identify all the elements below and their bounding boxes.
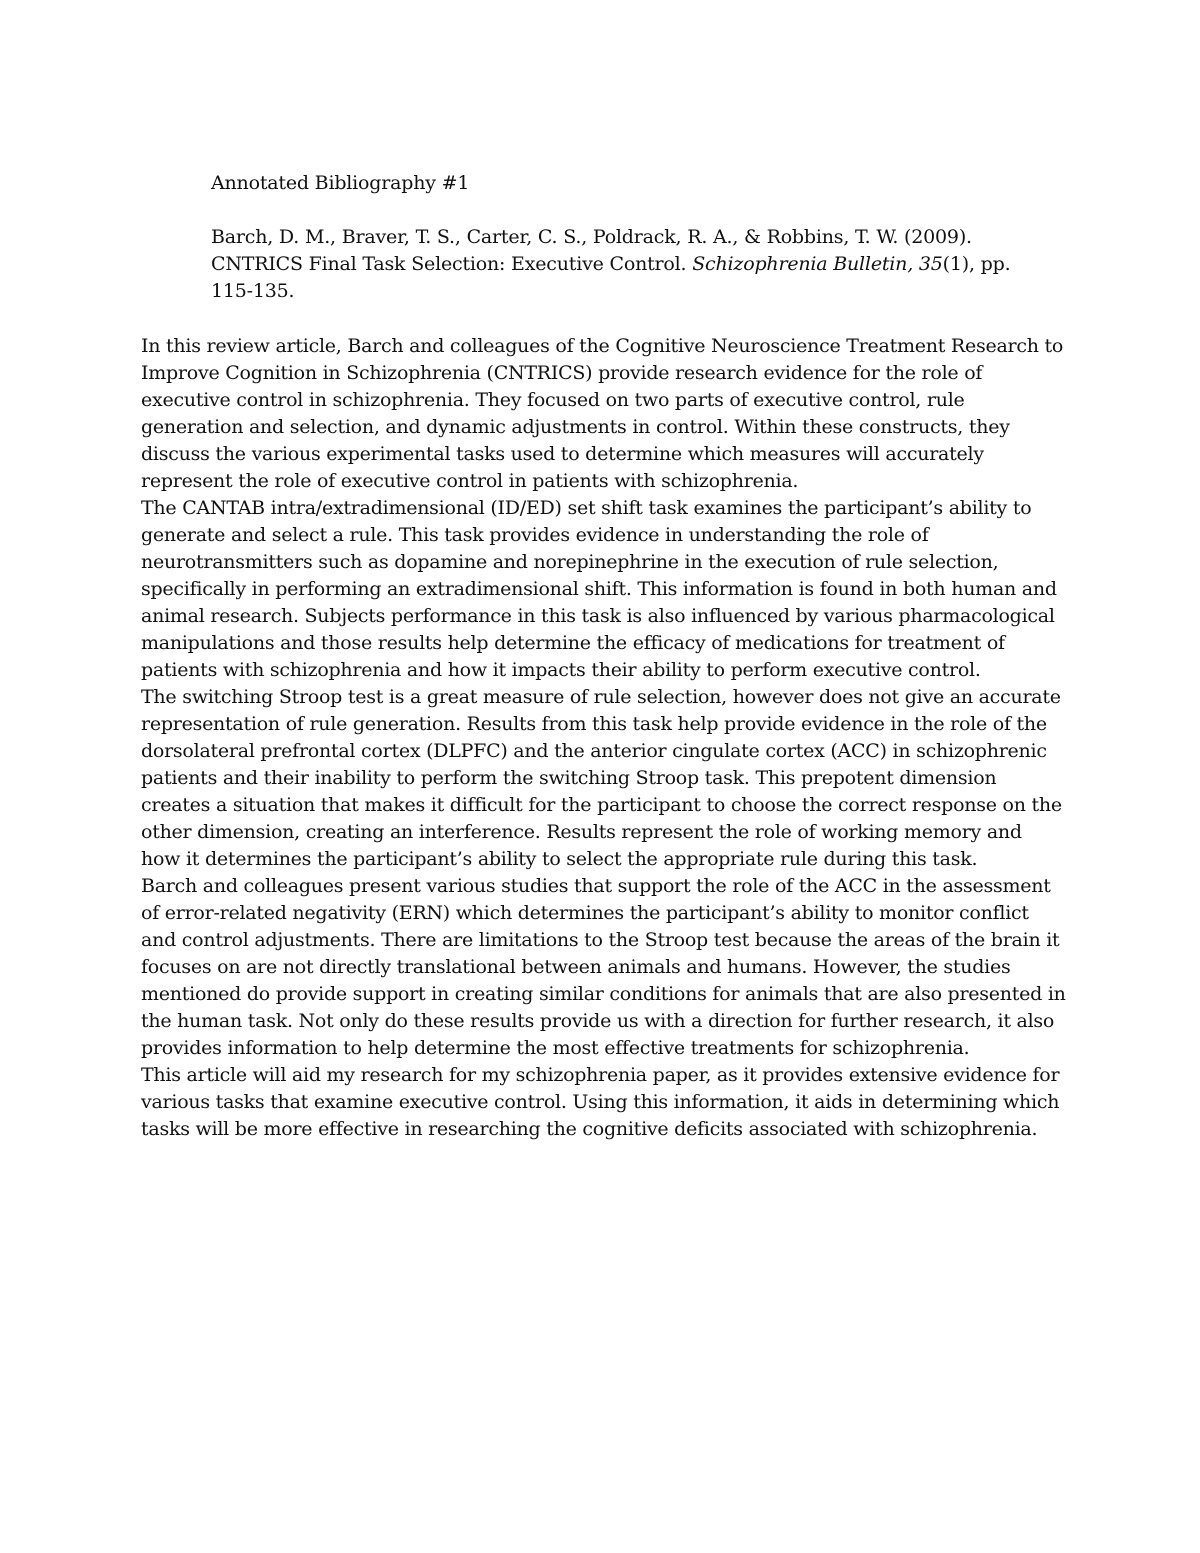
citation-journal-volume: Schizophrenia Bulletin, 35 <box>692 253 943 275</box>
annotation-paragraph-relevance: This article will aid my research for my schizophrenia paper, as it provides extensive evidence for various tasks that examine executive control. Using this information, it aids in determining which tasks will be more effective in researching the cognitive deficits associated with schizophrenia. <box>141 1064 1060 1140</box>
citation-reference <box>211 224 1041 305</box>
document-title: Annotated Bibliography #1 <box>211 172 470 194</box>
annotation-paragraph-acc-ern: Barch and colleagues present various studies that support the role of the ACC in the assessment of error-related negativity (ERN) which determines the participant’s ability to monitor conflict and control adjustments. There are limitations to the Stroop test because the areas of the brain it focuses on are not directly translational between animals and humans. However, the studies mentioned do provide support in creating similar conditions for animals that are also presented in the human task. Not only do these results provide us with a direction for further research, it also provides information to help determine the most effective treatments for schizophrenia. <box>141 875 1066 1059</box>
annotation-body <box>141 333 1066 1143</box>
citation-article-title: CNTRICS Final Task Selection: Executive Control. <box>211 253 687 275</box>
citation-issue-pages: (1), pp. 115-135. <box>211 253 1011 302</box>
annotation-paragraph-cantab: The CANTAB intra/extradimensional (ID/ED) set shift task examines the participant’s ability to generate and select a rule. This task provides evidence in understanding the role of neurotransmitters such as dopamine and norepinephrine in the execution of rule selection, specifically in performing an extradimensional shift. This information is found in both human and animal research. Subjects performance in this task is also influenced by various pharmacological manipulations and those results help determine the efficacy of medications for treatment of patients with schizophrenia and how it impacts their ability to perform executive control. <box>141 497 1057 681</box>
annotation-paragraph-summary: In this review article, Barch and colleagues of the Cognitive Neuroscience Treatment Research to Improve Cognition in Schizophrenia (CNTRICS) provide research evidence for the role of executive control in schizophrenia. They focused on two parts of executive control, rule generation and selection, and dynamic adjustments in control. Within these constructs, they discuss the various experimental tasks used to determine which measures will accurately represent the role of executive control in patients with schizophrenia. <box>141 335 1064 492</box>
citation-authors-year: Barch, D. M., Braver, T. S., Carter, C. S., Poldrack, R. A., & Robbins, T. W. (2009). <box>211 226 972 248</box>
annotation-paragraph-stroop: The switching Stroop test is a great measure of rule selection, however does not give an accurate representation of rule generation. Results from this task help provide evidence in the role of the dorsolateral prefrontal cortex (DLPFC) and the anterior cingulate cortex (ACC) in schizophrenic patients and their inability to perform the switching Stroop task. This prepotent dimension creates a situation that makes it difficult for the participant to choose the correct response on the other dimension, creating an interference. Results represent the role of working memory and how it determines the participant’s ability to select the appropriate rule during this task. <box>141 686 1062 870</box>
